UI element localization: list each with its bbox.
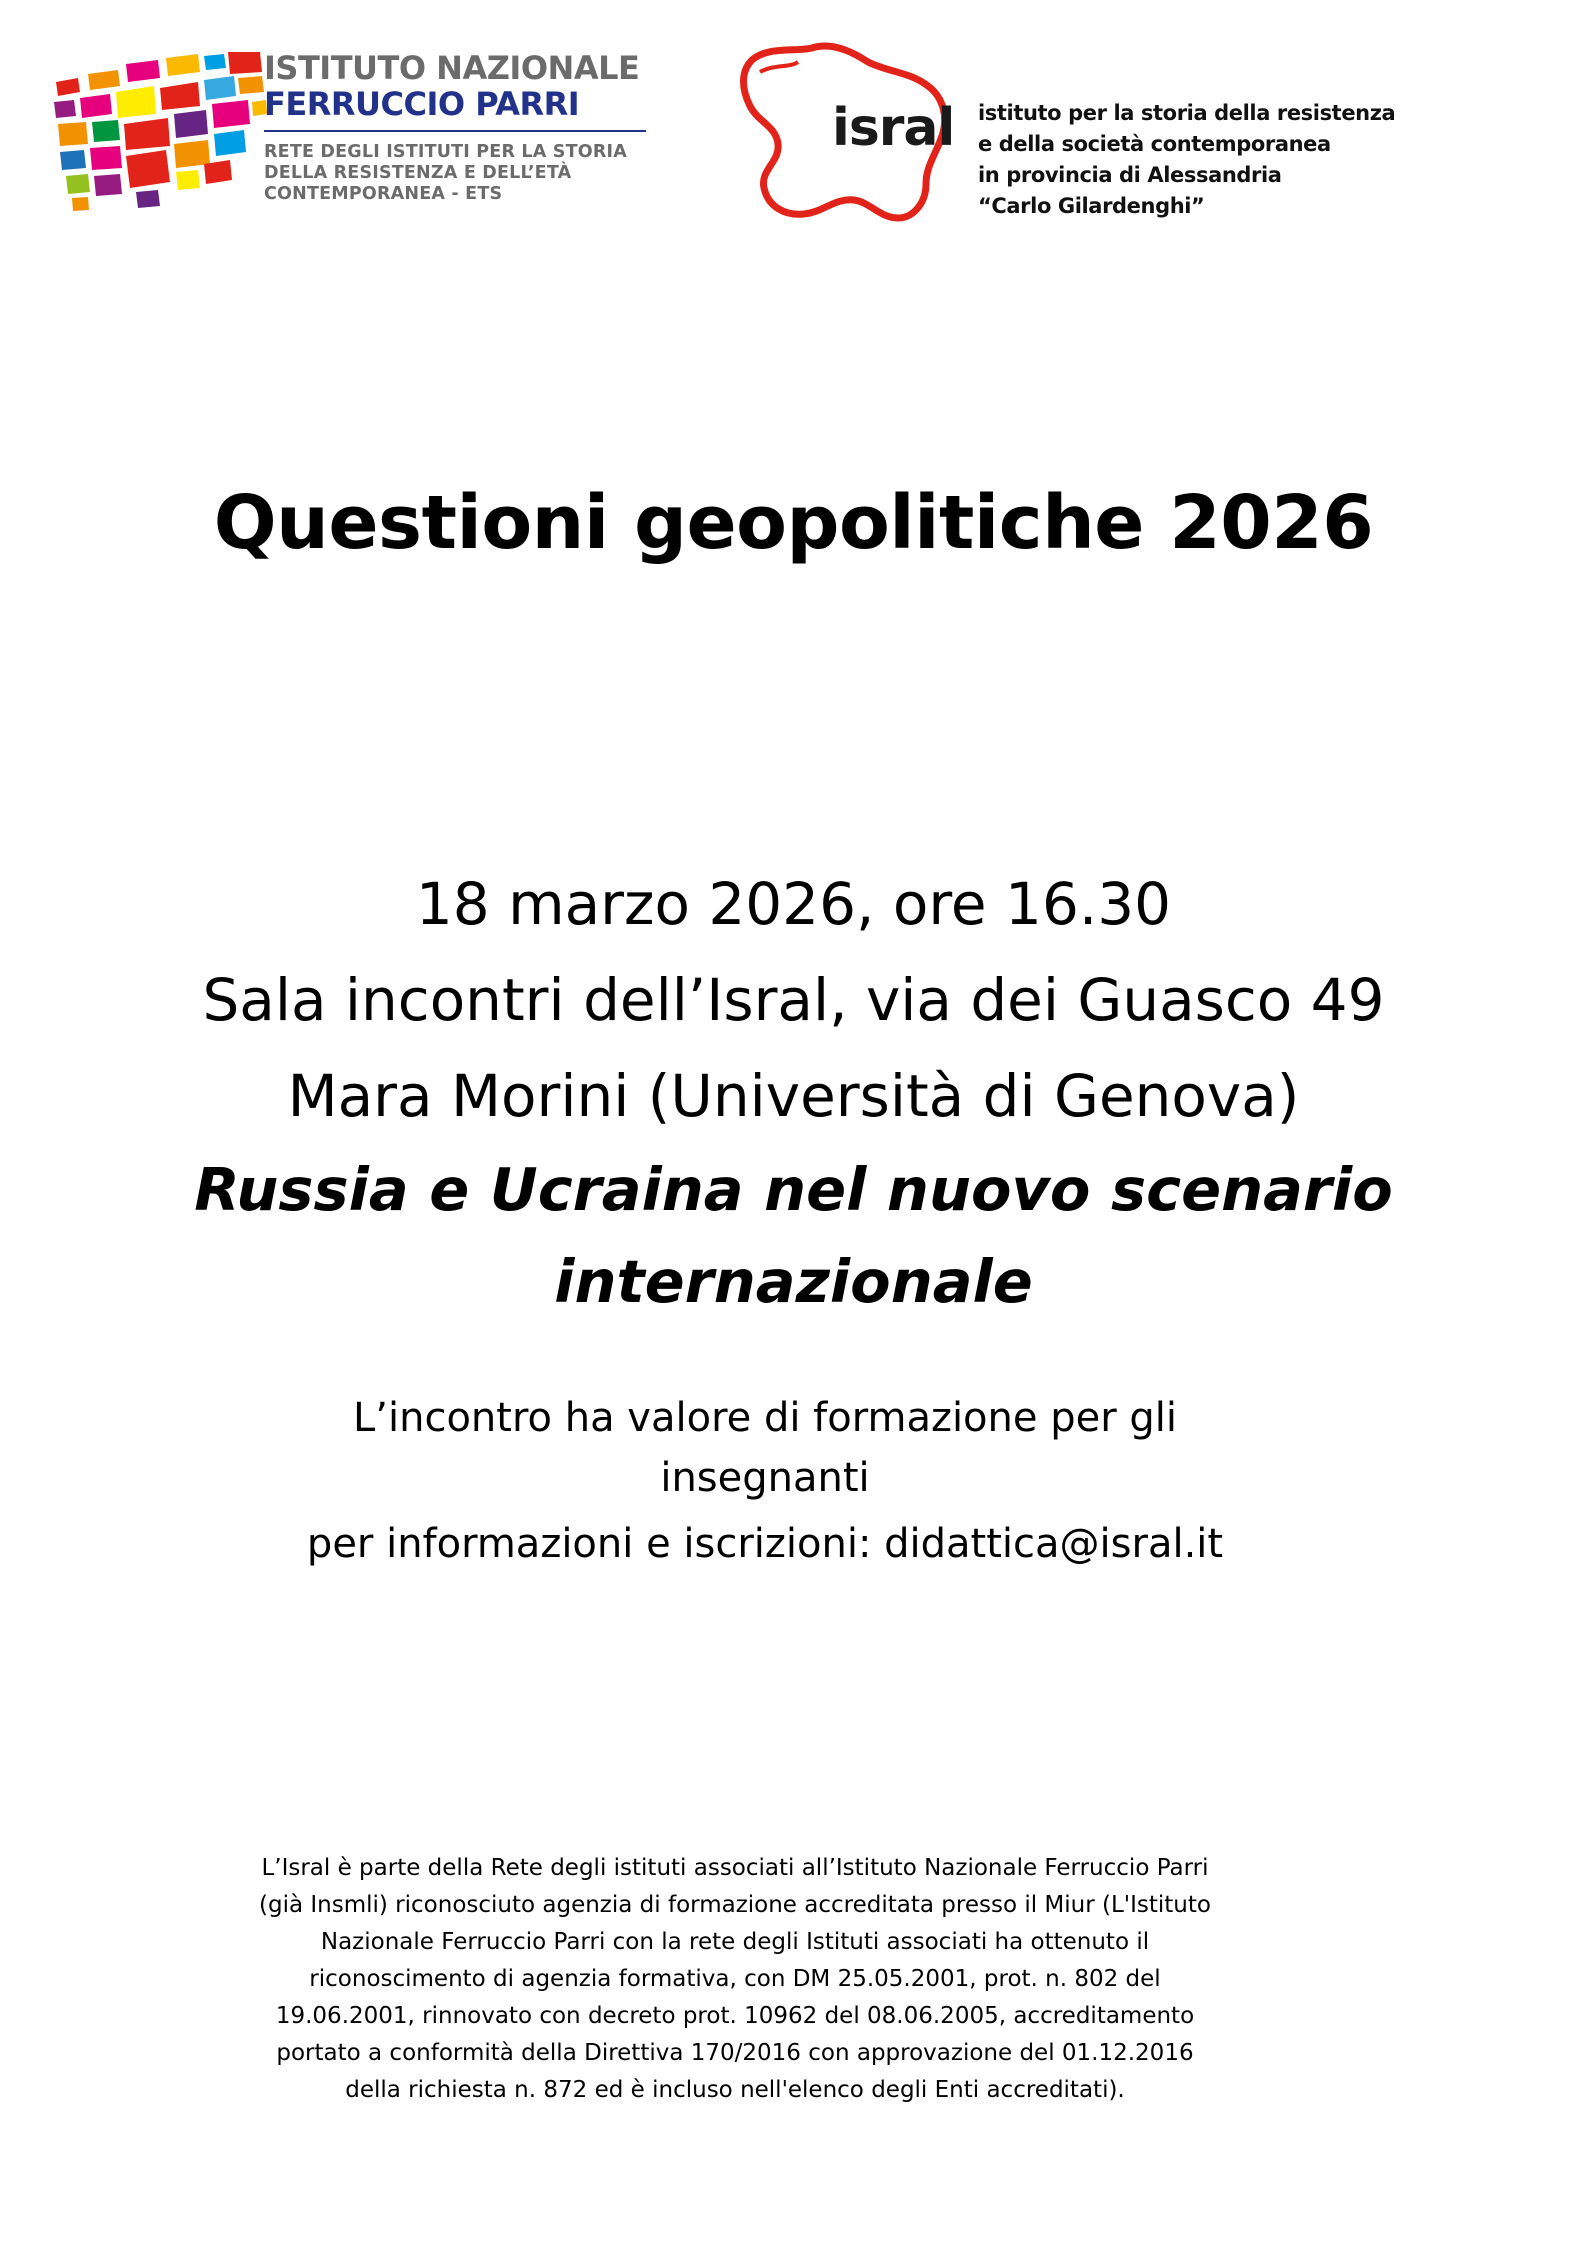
parri-subtitle-line: DELLA RESISTENZA E DELL’ETÀ (264, 163, 572, 183)
isral-wordmark: isral (832, 98, 955, 158)
footer-line: L’Isral è parte della Rete degli istituti associati all’Istituto Nazionale Ferruccio Parri (261, 1855, 1209, 1881)
event-speaker: Mara Morini (Università di Genova) (287, 1062, 1300, 1130)
footer-line: (già Insmli) riconosciuto agenzia di formazione accreditata presso il Miur (L'Istituto (259, 1892, 1211, 1918)
isral-text-line: e della società contemporanea (978, 132, 1331, 156)
page-title: Questioni geopolitiche 2026 (213, 480, 1374, 566)
footer-line: 19.06.2001, rinnovato con decreto prot. 10962 del 08.06.2005, accreditamento (275, 2003, 1195, 2029)
parri-name-line1: ISTITUTO NAZIONALE (264, 49, 640, 87)
talk-title-line1: Russia e Ucraina nel nuovo scenario (194, 1155, 1393, 1224)
training-note-line1: L’incontro ha valore di formazione per gli (353, 1395, 1177, 1441)
footer-text (0, 1850, 1470, 2109)
parri-name-line2: FERRUCCIO PARRI (264, 85, 580, 123)
isral-text-line: istituto per la storia della resistenza (978, 101, 1396, 125)
talk-title-line2: internazionale (554, 1247, 1033, 1316)
training-note-line2: insegnanti (660, 1455, 870, 1501)
isral-text-line: “Carlo Gilardenghi” (978, 194, 1205, 218)
parri-subtitle-line: CONTEMPORANEA - ETS (264, 184, 503, 204)
isral-text-line: in provincia di Alessandria (978, 163, 1282, 187)
parri-logo-text (264, 50, 654, 205)
isral-logo-text (978, 98, 1428, 222)
event-venue: Sala incontri dell’Isral, via dei Guasco 49 (202, 966, 1385, 1034)
footer-line: Nazionale Ferruccio Parri con la rete degli Istituti associati ha ottenuto il (320, 1929, 1150, 1955)
parri-divider (264, 130, 646, 132)
event-datetime: 18 marzo 2026, ore 16.30 (415, 870, 1172, 938)
footer-line: della richiesta n. 872 ed è incluso nell'elenco degli Enti accreditati). (345, 2077, 1125, 2103)
parri-subtitle-line: RETE DEGLI ISTITUTI PER LA STORIA (264, 142, 627, 162)
parri-logo-icon (48, 52, 268, 214)
footer-line: portato a conformità della Direttiva 170/2016 con approvazione del 01.12.2016 (276, 2040, 1194, 2066)
footer-line: riconoscimento di agenzia formativa, con DM 25.05.2001, prot. n. 802 del (309, 1966, 1161, 1992)
contact-line: per informazioni e iscrizioni: didattica@isral.it (306, 1521, 1224, 1567)
